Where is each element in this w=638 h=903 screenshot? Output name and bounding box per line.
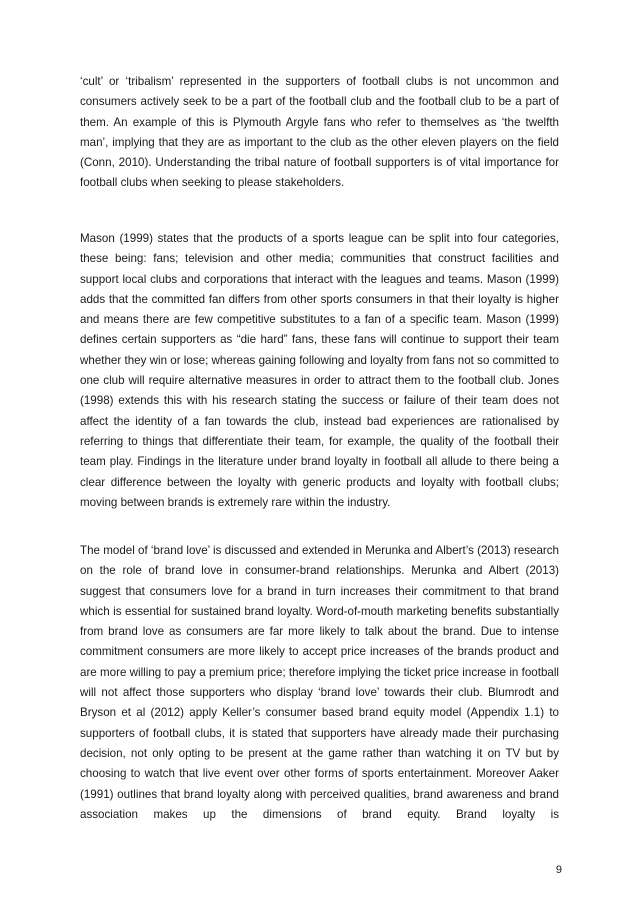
paragraph-brand-love: The model of ‘brand love’ is discussed and extended in Merunka and Albert’s (2013) research on the role of brand love in consumer-brand relationships. Merunka and Albert (2013) suggest that consumers love for a brand in turn increases their commitment to that brand which is essential for sustained brand loyalty. Word-of-mouth marketing benefits substantially from brand love as consumers are far more likely to talk about the brand. Due to intense commitment consumers are more likely to accept price increases of the brands product and are more willing to pay a premium price; therefore implying the ticket price increase in football will not affect those supporters who display ‘brand love’ towards their club. Blumrodt and Bryson et al (2012) apply Keller’s consumer based brand equity model (Appendix 1.1) to supporters of football clubs, it is stated that supporters have already made their purchasing decision, not only opting to be present at the game rather than watching it on TV but by choosing to watch that live event over other forms of sports entertainment. Moreover Aaker (1991) outlines that brand loyalty along with perceived qualities, brand awareness and brand association makes up the dimensions of brand equity. Brand loyalty is [80, 544, 559, 821]
paragraph-mason-sports-league: Mason (1999) states that the products of a sports league can be split into four categories, these being: fans; television and other media; communities that construct facilities and support local clubs and corporations that interact with the leagues and teams. Mason (1999) adds that the committed fan differs from other sports consumers in that their loyalty is higher and means there are few competitive substitutes to a fan of a specific team. Mason (1999) defines certain supporters as “die hard” fans, these fans will continue to support their team whether they win or lose; whereas gaining following and loyalty from fans not so committed to one club will require alternative measures in order to attract them to the football club. Jones (1998) extends this with his research stating the success or failure of their team does not affect the identity of a fan towards the club, instead bad experiences are rationalised by referring to things that differentiate their team, for example, the quality of the football their team play. Findings in the literature under brand loyalty in football all allude to there being a clear difference between the loyalty with generic products and loyalty with football clubs; moving between brands is extremely rare within the industry. [80, 232, 559, 509]
page-number: 9 [555, 864, 562, 876]
paragraph-tribalism: ‘cult’ or ‘tribalism’ represented in the supporters of football clubs is not uncommon and consumers actively seek to be a part of the football club and the football club to be a part of them. An example of this is Plymouth Argyle fans who refer to themselves as ‘the twelfth man’, implying that they are as important to the club as the other eleven players on the field (Conn, 2010). Understanding the tribal nature of football supporters is of vital importance for football clubs when seeking to please stakeholders. [80, 75, 559, 190]
